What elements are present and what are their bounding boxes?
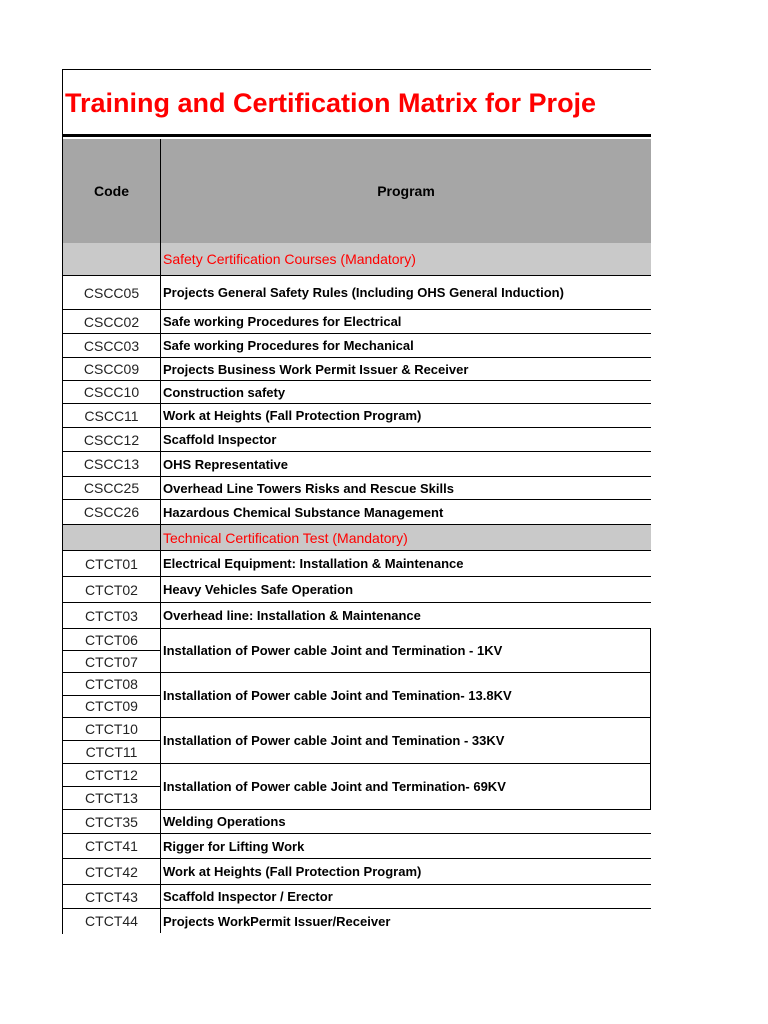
table-header	[63, 139, 651, 244]
row-code: CSCC05	[63, 276, 161, 309]
row-code: CTCT06	[85, 631, 138, 648]
row-program: Work at Heights (Fall Protection Program)	[163, 864, 422, 879]
table-row	[63, 885, 651, 909]
row-program: Hazardous Chemical Substance Management	[163, 504, 444, 520]
table-row	[63, 428, 651, 452]
row-code: CSCC09	[63, 358, 161, 380]
row-program: Overhead line: Installation & Maintenance	[163, 608, 421, 623]
row-program: Welding Operations	[163, 814, 286, 829]
row-code: CTCT07	[63, 650, 160, 672]
table-row	[63, 859, 651, 885]
table-row	[63, 276, 651, 310]
row-code: CSCC10	[63, 381, 161, 403]
table-row-group	[63, 718, 651, 764]
header-program: Program	[377, 183, 435, 199]
group-codes	[63, 718, 161, 763]
row-code: CTCT02	[63, 577, 161, 602]
row-program: Electrical Equipment: Installation & Maintenance	[163, 556, 464, 571]
table-row	[63, 500, 651, 525]
section-row-technical	[63, 525, 651, 551]
row-program: Installation of Power cable Joint and Temination- 13.8KV	[161, 673, 651, 717]
table-row	[63, 477, 651, 500]
row-program: Projects General Safety Rules (Including OHS General Induction)	[163, 285, 564, 300]
table-row-group	[63, 673, 651, 718]
section-code-cell	[63, 243, 161, 275]
row-program: Heavy Vehicles Safe Operation	[163, 582, 354, 597]
row-program: Rigger for Lifting Work	[163, 838, 305, 854]
section-label: Safety Certification Courses (Mandatory)	[163, 251, 416, 267]
row-program: Projects Business Work Permit Issuer & Receiver	[163, 361, 469, 377]
section-label: Technical Certification Test (Mandatory)	[163, 529, 408, 546]
row-program: Work at Heights (Fall Protection Program)	[163, 408, 422, 423]
table-row	[63, 404, 651, 428]
table-row-group	[63, 764, 651, 810]
row-code: CTCT13	[63, 786, 160, 809]
sheet-title: Training and Certification Matrix for Proje	[63, 70, 651, 137]
row-code: CTCT42	[63, 859, 161, 884]
table-row	[63, 310, 651, 334]
table-row	[63, 551, 651, 577]
row-program: Installation of Power cable Joint and Temination - 33KV	[161, 718, 651, 763]
row-code: CSCC13	[63, 452, 161, 476]
row-program: OHS Representative	[163, 456, 288, 472]
row-code: CTCT08	[85, 675, 138, 692]
row-code: CTCT43	[63, 885, 161, 908]
row-code: CTCT10	[85, 721, 138, 737]
training-matrix-sheet	[62, 69, 651, 934]
table-row	[63, 334, 651, 358]
table-row	[63, 358, 651, 381]
row-code: CSCC26	[63, 500, 161, 524]
row-code: CTCT03	[63, 603, 161, 628]
row-code: CTCT01	[63, 551, 161, 576]
row-code: CTCT12	[85, 767, 138, 783]
row-code: CTCT41	[63, 834, 161, 858]
group-codes	[63, 629, 161, 672]
row-program: Construction safety	[163, 384, 286, 400]
table-row	[63, 577, 651, 603]
header-code: Code	[63, 139, 161, 243]
row-code: CSCC12	[63, 428, 161, 451]
row-code: CSCC03	[63, 334, 161, 357]
row-code: CTCT35	[63, 810, 161, 833]
row-program: Installation of Power cable Joint and Termination - 1KV	[161, 629, 651, 672]
table-row	[63, 810, 651, 834]
table-row	[63, 452, 651, 477]
row-code: CSCC25	[63, 477, 161, 499]
table-row	[63, 603, 651, 629]
row-code: CSCC11	[63, 404, 161, 427]
row-program: Safe working Procedures for Electrical	[163, 314, 402, 329]
row-program: Safe working Procedures for Mechanical	[163, 338, 414, 353]
table-row	[63, 381, 651, 404]
row-code: CTCT09	[63, 695, 160, 718]
table-body	[63, 243, 651, 933]
row-code: CSCC02	[63, 310, 161, 333]
group-codes	[63, 673, 161, 717]
table-row-group	[63, 629, 651, 673]
section-row-safety	[63, 243, 651, 276]
group-codes	[63, 764, 161, 809]
row-program: Projects WorkPermit Issuer/Receiver	[163, 913, 391, 929]
table-row	[63, 834, 651, 859]
row-program: Scaffold Inspector / Erector	[163, 889, 333, 904]
row-program: Scaffold Inspector	[163, 432, 277, 447]
row-code: CTCT11	[63, 740, 160, 763]
row-program: Overhead Line Towers Risks and Rescue Skills	[163, 480, 454, 496]
row-program: Installation of Power cable Joint and Termination- 69KV	[161, 764, 651, 809]
row-code: CTCT44	[63, 909, 161, 933]
table-row	[63, 909, 651, 933]
section-code-cell	[63, 525, 161, 550]
